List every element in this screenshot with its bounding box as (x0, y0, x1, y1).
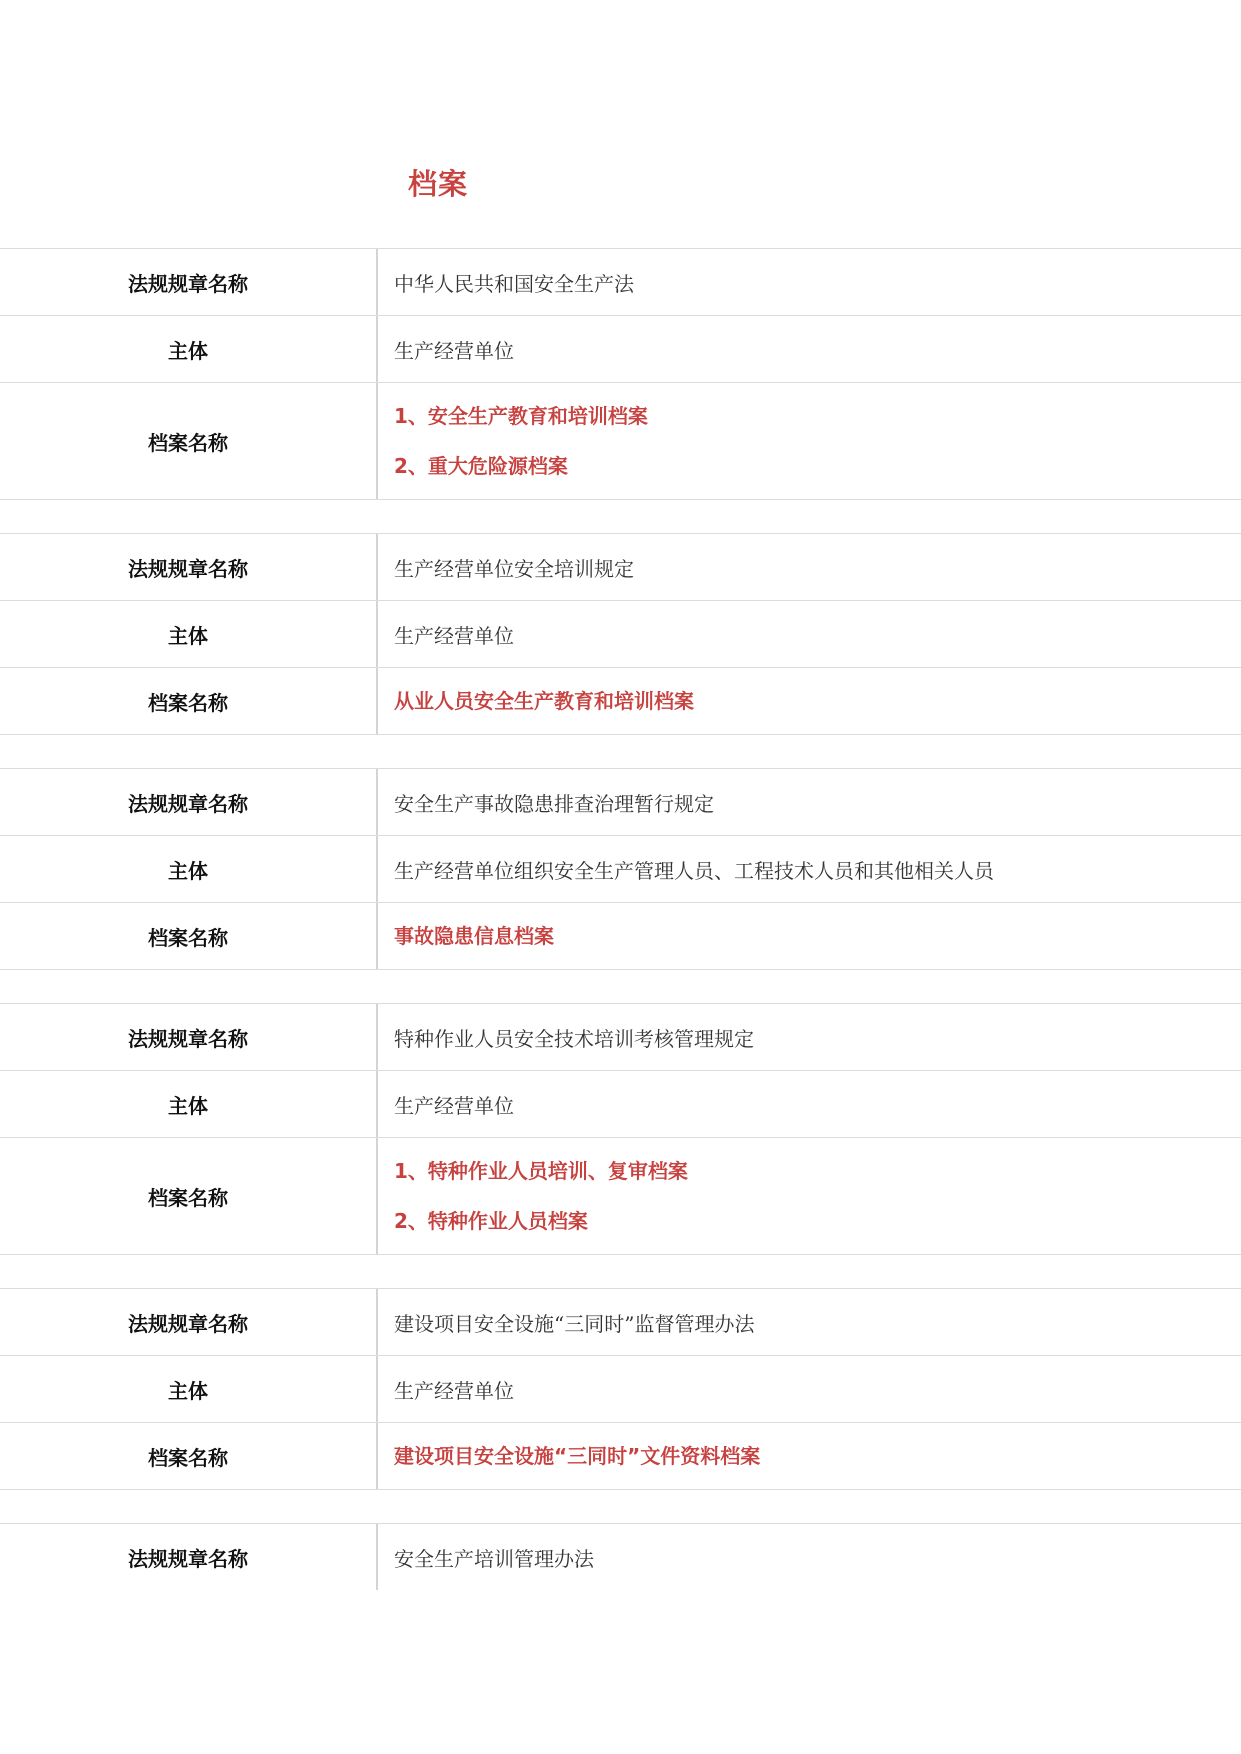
subject-label: 主体 (0, 836, 378, 902)
subject-value: 生产经营单位 (394, 1093, 514, 1118)
record (0, 533, 1241, 735)
regulation-value: 建设项目安全设施“三同时”监督管理办法 (394, 1311, 755, 1336)
record (0, 248, 1241, 500)
regulation-label: 法规规章名称 (0, 249, 378, 315)
record (0, 768, 1241, 970)
regulation-row (0, 534, 1241, 600)
archive-label: 档案名称 (0, 668, 378, 734)
subject-row (0, 315, 1241, 382)
archive-value (378, 383, 1241, 499)
archive-item: 建设项目安全设施“三同时”文件资料档案 (394, 1444, 761, 1468)
regulation-row (0, 1004, 1241, 1070)
regulation-label: 法规规章名称 (0, 534, 378, 600)
archive-value (378, 1138, 1241, 1254)
archive-item: 2、特种作业人员档案 (394, 1209, 588, 1233)
regulation-row (0, 1524, 1241, 1590)
record (0, 1003, 1241, 1255)
archive-value (378, 668, 1241, 734)
archive-label: 档案名称 (0, 383, 378, 499)
regulation-row (0, 249, 1241, 315)
regulation-value: 安全生产培训管理办法 (394, 1546, 594, 1571)
subject-label: 主体 (0, 601, 378, 667)
record (0, 1288, 1241, 1490)
regulation-label: 法规规章名称 (0, 1524, 378, 1590)
subject-value: 生产经营单位 (394, 1378, 514, 1403)
regulation-value: 生产经营单位安全培训规定 (394, 556, 634, 581)
regulation-label: 法规规章名称 (0, 769, 378, 835)
regulation-row (0, 1289, 1241, 1355)
regulation-value: 中华人民共和国安全生产法 (394, 271, 634, 296)
subject-row (0, 600, 1241, 667)
regulation-value: 安全生产事故隐患排查治理暂行规定 (394, 791, 714, 816)
archive-label: 档案名称 (0, 1138, 378, 1254)
records-list (0, 248, 1241, 1623)
subject-value: 生产经营单位 (394, 623, 514, 648)
subject-label: 主体 (0, 316, 378, 382)
archive-item: 1、特种作业人员培训、复审档案 (394, 1159, 688, 1183)
archive-item: 2、重大危险源档案 (394, 454, 568, 478)
regulation-label: 法规规章名称 (0, 1289, 378, 1355)
subject-row (0, 835, 1241, 902)
subject-label: 主体 (0, 1071, 378, 1137)
regulation-value: 特种作业人员安全技术培训考核管理规定 (394, 1026, 754, 1051)
record (0, 1523, 1241, 1590)
archive-label: 档案名称 (0, 903, 378, 969)
regulation-label: 法规规章名称 (0, 1004, 378, 1070)
archive-item: 从业人员安全生产教育和培训档案 (394, 689, 694, 713)
archive-row (0, 667, 1241, 734)
archive-item: 1、安全生产教育和培训档案 (394, 404, 648, 428)
archive-row (0, 382, 1241, 499)
subject-label: 主体 (0, 1356, 378, 1422)
archive-row (0, 902, 1241, 969)
subject-value: 生产经营单位组织安全生产管理人员、工程技术人员和其他相关人员 (394, 858, 994, 883)
regulation-row (0, 769, 1241, 835)
archive-row (0, 1422, 1241, 1489)
archive-value (378, 1423, 1241, 1489)
page-title: 档案 (408, 167, 469, 201)
archive-row (0, 1137, 1241, 1254)
archive-label: 档案名称 (0, 1423, 378, 1489)
archive-item: 事故隐患信息档案 (394, 924, 554, 948)
subject-row (0, 1070, 1241, 1137)
archive-value (378, 903, 1241, 969)
subject-row (0, 1355, 1241, 1422)
subject-value: 生产经营单位 (394, 338, 514, 363)
